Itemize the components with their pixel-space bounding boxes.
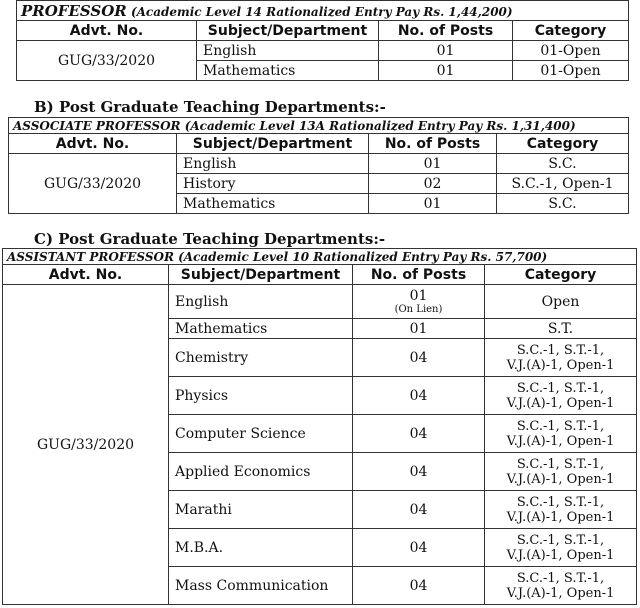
subject-cell: Mathematics (197, 61, 379, 81)
category-cell (485, 377, 637, 415)
subject-cell: Marathi (169, 491, 353, 529)
category-cell: S.T. (485, 319, 637, 339)
posts-cell: 01 (369, 154, 497, 174)
posts-cell: 01 (379, 61, 513, 81)
section-b-heading: B) Post Graduate Teaching Departments:- (34, 98, 386, 116)
subject-cell: Mathematics (169, 319, 353, 339)
category-line-2: V.J.(A)-1, Open-1 (506, 357, 615, 373)
posts-cell: 04 (353, 415, 485, 453)
posts-cell: 04 (353, 453, 485, 491)
col-posts: No. of Posts (369, 134, 497, 154)
col-posts: No. of Posts (353, 265, 485, 285)
posts-cell: 04 (353, 377, 485, 415)
professor-title-rest: (Academic Level 14 Rationalized Entry Pay Rs. 1,44,200) (126, 4, 513, 19)
category-cell: 01-Open (513, 61, 629, 81)
category-cell: S.C. (497, 154, 629, 174)
assistant-title: ASSISTANT PROFESSOR (Academic Level 10 Rationalized Entry Pay Rs. 57,700) (3, 249, 637, 265)
section-c-heading: C) Post Graduate Teaching Departments:- (34, 230, 386, 248)
professor-title-main: PROFESSOR (21, 1, 127, 20)
subject-cell: English (197, 41, 379, 61)
subject-cell: M.B.A. (169, 529, 353, 567)
posts-value: 01 (409, 287, 428, 304)
posts-cell: 04 (353, 529, 485, 567)
col-category: Category (485, 265, 637, 285)
assistant-block (2, 248, 637, 605)
category-line-1: S.C.-1, S.T.-1, (516, 532, 605, 548)
posts-cell: 01 (353, 319, 485, 339)
col-posts: No. of Posts (379, 21, 513, 41)
category-line-2: V.J.(A)-1, Open-1 (506, 547, 615, 563)
subject-cell: Physics (169, 377, 353, 415)
col-advt: Advt. No. (9, 134, 177, 154)
associate-title: ASSOCIATE PROFESSOR (Academic Level 13A Rationalized Entry Pay Rs. 1,31,400) (9, 118, 629, 134)
posts-cell: 01 (379, 41, 513, 61)
advt-cell: GUG/33/2020 (3, 285, 169, 605)
advt-cell: GUG/33/2020 (17, 41, 197, 81)
col-subject: Subject/Department (177, 134, 369, 154)
category-cell (485, 415, 637, 453)
category-cell (485, 339, 637, 377)
category-line-2: V.J.(A)-1, Open-1 (506, 509, 615, 525)
col-subject: Subject/Department (169, 265, 353, 285)
col-advt: Advt. No. (17, 21, 197, 41)
subject-cell: Mathematics (177, 194, 369, 214)
subject-cell: English (169, 285, 353, 319)
category-cell: Open (485, 285, 637, 319)
category-line-1: S.C.-1, S.T.-1, (516, 418, 605, 434)
category-line-2: V.J.(A)-1, Open-1 (506, 395, 615, 411)
category-line-2: V.J.(A)-1, Open-1 (506, 433, 615, 449)
assistant-table (2, 248, 637, 605)
posts-cell: 04 (353, 339, 485, 377)
category-line-2: V.J.(A)-1, Open-1 (506, 585, 615, 601)
posts-cell (353, 285, 485, 319)
category-cell (485, 491, 637, 529)
subject-cell: Applied Economics (169, 453, 353, 491)
subject-cell: English (177, 154, 369, 174)
col-category: Category (513, 21, 629, 41)
category-line-1: S.C.-1, S.T.-1, (516, 570, 605, 586)
subject-cell: Computer Science (169, 415, 353, 453)
professor-table (16, 0, 629, 81)
category-cell (485, 453, 637, 491)
professor-block (16, 0, 629, 81)
associate-block (8, 117, 629, 214)
associate-table (8, 117, 629, 214)
advt-cell: GUG/33/2020 (9, 154, 177, 214)
posts-note: (On Lien) (394, 303, 443, 315)
professor-title (17, 1, 629, 21)
col-advt: Advt. No. (3, 265, 169, 285)
posts-cell: 01 (369, 194, 497, 214)
subject-cell: History (177, 174, 369, 194)
category-cell: S.C.-1, Open-1 (497, 174, 629, 194)
category-line-1: S.C.-1, S.T.-1, (516, 342, 605, 358)
col-subject: Subject/Department (197, 21, 379, 41)
category-line-2: V.J.(A)-1, Open-1 (506, 471, 615, 487)
category-cell: 01-Open (513, 41, 629, 61)
category-cell (485, 567, 637, 605)
posts-cell: 02 (369, 174, 497, 194)
posts-cell: 04 (353, 491, 485, 529)
col-category: Category (497, 134, 629, 154)
subject-cell: Chemistry (169, 339, 353, 377)
posts-cell: 04 (353, 567, 485, 605)
category-cell: S.C. (497, 194, 629, 214)
category-line-1: S.C.-1, S.T.-1, (516, 456, 605, 472)
subject-cell: Mass Communication (169, 567, 353, 605)
category-line-1: S.C.-1, S.T.-1, (516, 494, 605, 510)
category-line-1: S.C.-1, S.T.-1, (516, 380, 605, 396)
category-cell (485, 529, 637, 567)
